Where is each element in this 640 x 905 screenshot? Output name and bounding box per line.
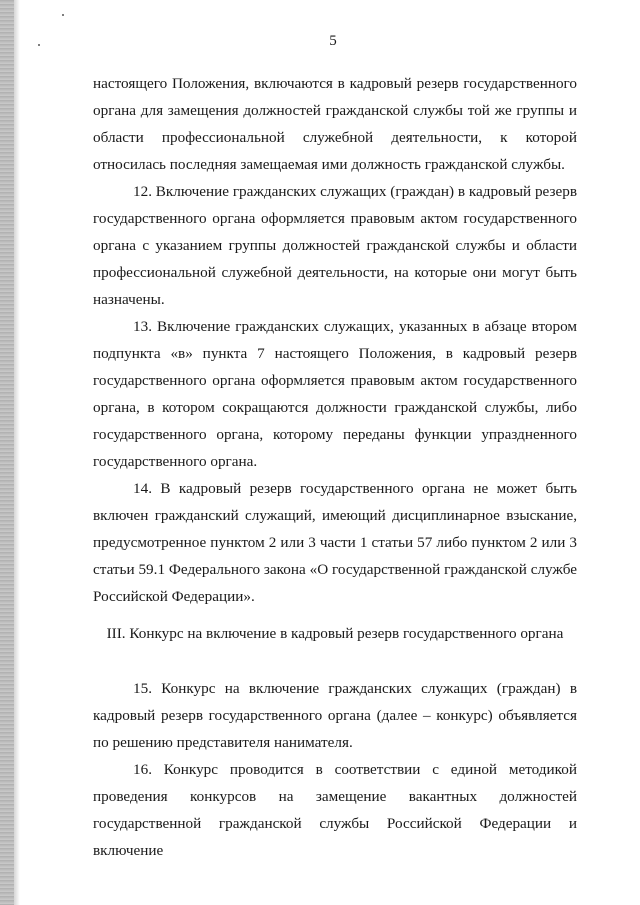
paragraph-13: 13. Включение гражданских служащих, указанных в абзаце втором подпункта «в» пункта 7 настоящего Положения, в кадровый резерв государственного органа оформляется правовым актом государственного органа, в котором сокращаются должности гражданской службы, либо государственного органа, которому переданы функции упраздненного государственного органа. [93, 318, 577, 470]
text-block-main [93, 70, 577, 610]
paragraph-12: 12. Включение гражданских служащих (граждан) в кадровый резерв государственного органа оформляется правовым актом государственного органа с указанием группы должностей гражданской службы и области профессиональной служебной деятельности, на которые они могут быть назначены. [93, 183, 577, 308]
paragraph-16: 16. Конкурс проводится в соответствии с единой методикой проведения конкурсов на замещение вакантных должностей государственной гражданской службы Российской Федерации и включение [93, 761, 577, 859]
scan-speck [62, 14, 64, 16]
page-number: 5 [329, 33, 337, 49]
paragraph-15: 15. Конкурс на включение гражданских служащих (граждан) в кадровый резерв государственного органа (далее – конкурс) объявляется по решению представителя нанимателя. [93, 680, 577, 751]
paragraph-continuation: настоящего Положения, включаются в кадровый резерв государственного органа для замещения должностей гражданской службы той же группы и области профессиональной служебной деятельности, к которой относилась последняя замещаемая ими должность гражданской службы. [93, 75, 577, 173]
scan-edge-shadow [14, 0, 20, 905]
text-block-section [93, 675, 577, 864]
scan-edge [0, 0, 14, 905]
paragraph-14: 14. В кадровый резерв государственного органа не может быть включен гражданский служащий, имеющий дисциплинарное взыскание, предусмотренное пунктом 2 или 3 части 1 статьи 57 либо пунктом 2 или 3 статьи 59.1 Федерального закона «О государственной гражданской службе Российской Федерации». [93, 480, 577, 605]
section-heading: III. Конкурс на включение в кадровый резерв государственного органа [106, 625, 564, 642]
